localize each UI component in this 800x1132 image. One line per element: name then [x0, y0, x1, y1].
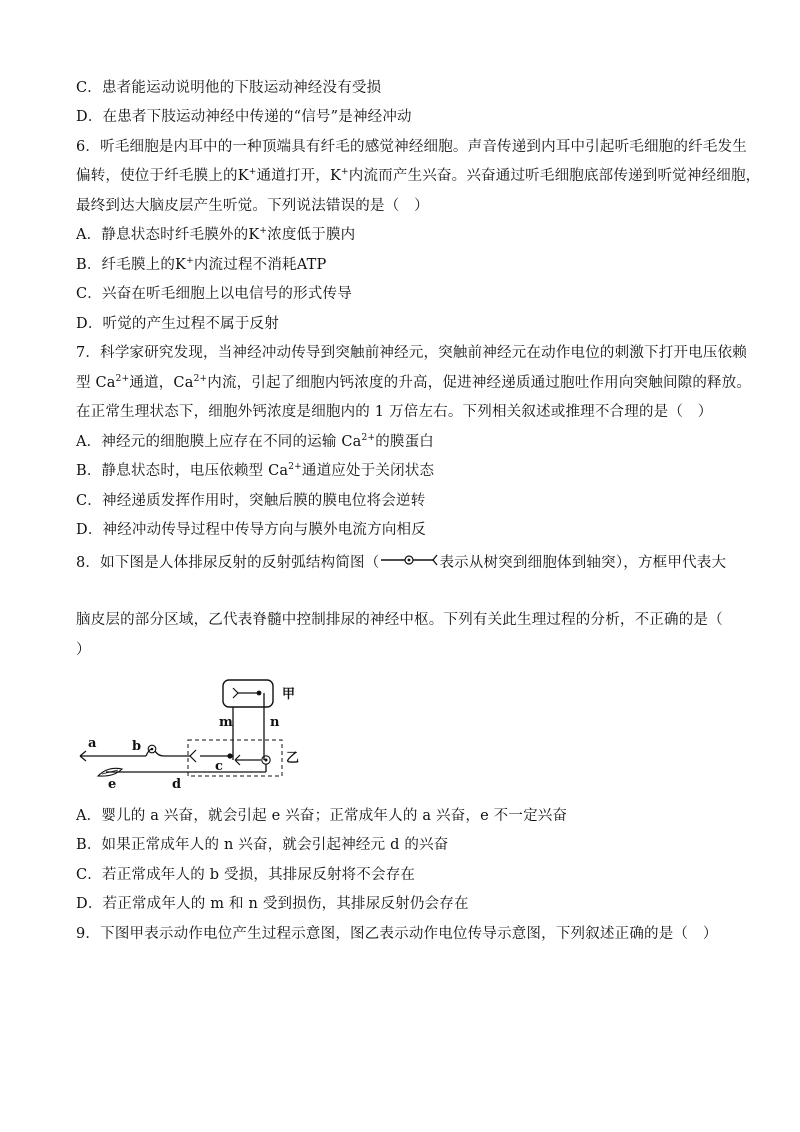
q7-option-d: D．神经冲动传导过程中传导方向与膜外电流方向相反 [76, 522, 426, 538]
q7-option-c: C．神经递质发挥作用时，突触后膜的膜电位将会逆转 [76, 493, 426, 509]
q8-stem-1: 8．如下图是人体排尿反射的反射弧结构简图（ 表示从树突到细胞体到轴突），方框甲代表大 [76, 552, 726, 574]
label-b: b [132, 739, 142, 754]
q8-stem-3: ） [76, 642, 91, 658]
q6-option-a: A．静息状态时纤毛膜外的K+浓度低于膜内 [76, 226, 356, 243]
q6-stem-2: 偏转，使位于纤毛膜上的K+通道打开，K+内流而产生兴奋。兴奋通过听毛细胞底部传递到听觉神经细胞， [76, 167, 761, 184]
q7-stem-1: 7．科学家研究发现，当神经冲动传导到突触前神经元，突触前神经元在动作电位的刺激下打开电压依赖 [76, 345, 747, 361]
label-n: n [270, 715, 280, 730]
q9-stem: 9．下图甲表示动作电位产生过程示意图，图乙表示动作电位传导示意图，下列叙述正确的是（ ） [76, 926, 718, 942]
q7-stem-3: 在正常生理状态下，细胞外钙浓度是细胞内的 1 万倍左右。下列相关叙述或推理不合理的是（ ） [76, 404, 713, 420]
q8-option-c: C．若正常成年人的 b 受损，其排尿反射将不会存在 [76, 867, 416, 883]
q7-stem-2: 型 $Ca^{2+}$通道，$Ca^{2+}$内流，引起了细胞内钙浓度的升高，促进神经递质通过胞吐作用向突触间隙的释放。 [76, 374, 752, 391]
q6-option-b: B．纤毛膜上的K+内流过程不消耗ATP [76, 256, 327, 273]
q8-option-d: D．若正常成年人的 m 和 n 受到损伤，其排尿反射仍会存在 [76, 896, 469, 912]
option-d-prev: D．在患者下肢运动神经中传递的“信号”是神经冲动 [76, 109, 412, 125]
q7-option-a: A．神经元的细胞膜上应存在不同的运输 $Ca^{2+}$的膜蛋白 [76, 433, 435, 450]
q6-option-d: D．听觉的产生过程不属于反射 [76, 316, 279, 332]
label-a: a [88, 736, 97, 751]
q7-option-b: B．静息状态时，电压依赖型 $Ca^{2+}$通道应处于关闭状态 [76, 462, 435, 479]
q6-stem-3: 最终到达大脑皮层产生听觉。下列说法错误的是（ ） [76, 198, 429, 214]
label-e: e [108, 777, 117, 792]
q8-option-a: A．婴儿的 a 兴奋，就会引起 e 兴奋；正常成年人的 a 兴奋，e 不一定兴奋 [76, 808, 568, 824]
label-c: c [215, 759, 223, 774]
q8-option-b: B．如果正常成年人的 n 兴奋，就会引起神经元 d 的兴奋 [76, 837, 449, 853]
label-yi: 乙 [286, 751, 300, 766]
neuron-symbol-icon [379, 552, 439, 574]
q6-stem-1: 6．听毛细胞是内耳中的一种顶端具有纤毛的感觉神经细胞。声音传递到内耳中引起听毛细胞的纤毛发生 [76, 139, 747, 155]
label-jia: 甲 [282, 687, 296, 702]
reflex-arc-diagram [78, 676, 318, 794]
option-c-prev: C．患者能运动说明他的下肢运动神经没有受损 [76, 80, 382, 96]
label-d: d [172, 777, 182, 792]
q6-option-c: C．兴奋在听毛细胞上以电信号的形式传导 [76, 286, 352, 302]
label-m: m [219, 715, 233, 730]
q8-stem-2: 脑皮层的部分区域，乙代表脊髓中控制排尿的神经中枢。下列有关此生理过程的分析，不正确的是（ [76, 612, 723, 628]
